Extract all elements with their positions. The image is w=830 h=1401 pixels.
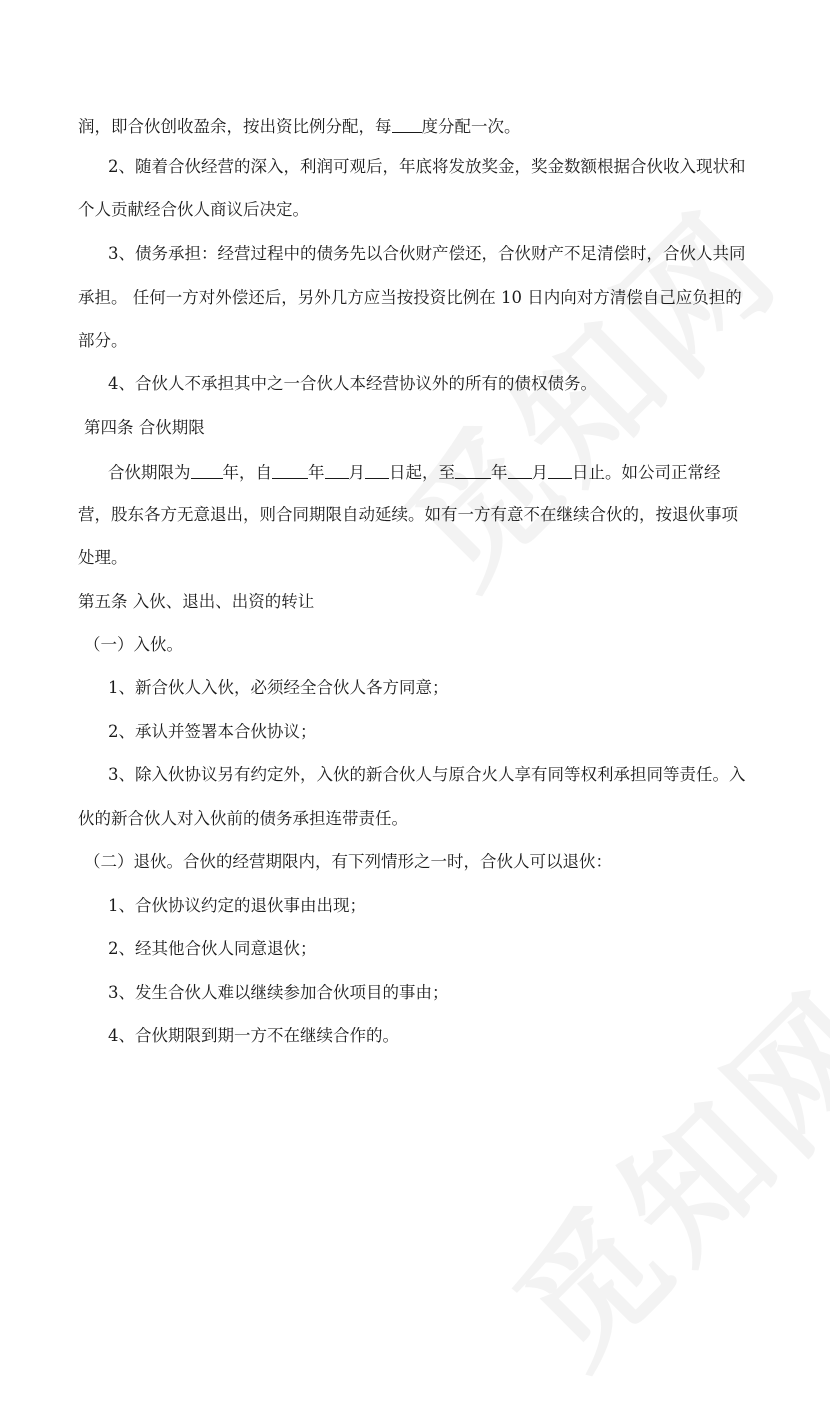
section-join [84,637,183,654]
join-item-3 [108,767,746,784]
text: 个人贡献经合伙人商议后决定。 [78,200,309,219]
withdraw-item-3 [108,985,449,1002]
blank-field [455,463,491,479]
text: 月 [531,463,548,482]
text: 处理。 [78,548,128,567]
blank-field [191,463,223,479]
debt-line-2 [78,290,742,307]
text: 3、债务承担：经营过程中的债务先以合伙财产偿还，合伙财产不足清偿时，合伙人共同 [108,244,746,263]
article-5-heading [78,594,314,611]
text: 日起，至 [389,463,455,482]
withdraw-item-2 [108,941,317,958]
text: 4、合伙期限到期一方不在继续合作的。 [108,1026,399,1045]
text: 第五条 入伙、退出、出资的转让 [78,592,315,611]
text: （二）退伙。合伙的经营期限内，有下列情形之一时，合伙人可以退伙： [84,852,612,871]
bonus-line-1 [108,159,746,176]
text: 营，股东各方无意退出，则合同期限自动延续。如有一方有意不在继续合伙的，按退伙事项 [78,505,738,524]
article-4-heading [84,420,205,437]
watermark [465,940,830,1400]
term-line-2 [78,507,738,524]
text: 年，自 [222,463,272,482]
blank-field [272,463,308,479]
join-item-1 [108,680,449,697]
section-withdraw [84,854,612,871]
text: 承担。 任何一方对外偿还后，另外几方应当按投资比例在 10 日内向对方清偿自己应负担的 [78,288,742,307]
text: 4、合伙人不承担其中之一合伙人本经营协议外的所有的债权债务。 [108,374,597,393]
blank-field [548,463,572,479]
text: 合伙期限为 [108,463,191,482]
text: 月 [348,463,365,482]
text: 2、随着合伙经营的深入，利润可观后，年底将发放奖金，奖金数额根据合伙收入现状和 [108,157,746,176]
text: 2、承认并签署本合伙协议； [108,722,317,741]
text: 度分配一次。 [421,117,521,136]
text: 1、合伙协议约定的退伙事由出现； [108,896,366,915]
blank-field [325,463,349,479]
text: （一）入伙。 [84,635,183,654]
clause-4 [108,376,597,393]
term-line-3 [78,550,128,567]
text: 1、新合伙人入伙，必须经全合伙人各方同意； [108,678,449,697]
withdraw-item-4 [108,1028,399,1045]
blank-field [392,117,422,133]
text: 润，即合伙创收盈余，按出资比例分配，每 [78,117,392,136]
profit-line-1 [78,117,521,136]
join-item-2 [108,724,317,741]
bonus-line-2 [78,202,309,219]
debt-line-1 [108,246,746,263]
term-line-1 [108,463,721,482]
debt-line-3 [78,333,128,350]
text: 3、除入伙协议另有约定外，入伙的新合伙人与原合火人享有同等权利承担同等责任。入 [108,765,746,784]
text: 3、发生合伙人难以继续参加合伙项目的事由； [108,983,449,1002]
blank-field [365,463,389,479]
text: 部分。 [78,331,128,350]
withdraw-item-1 [108,898,366,915]
text: 年 [491,463,508,482]
blank-field [508,463,532,479]
text: 2、经其他合伙人同意退伙； [108,939,317,958]
text: 第四条 合伙期限 [84,418,205,437]
join-item-3-cont [78,811,408,828]
text: 年 [308,463,325,482]
text: 日止。如公司正常经 [572,463,721,482]
text: 伙的新合伙人对入伙前的债务承担连带责任。 [78,809,408,828]
